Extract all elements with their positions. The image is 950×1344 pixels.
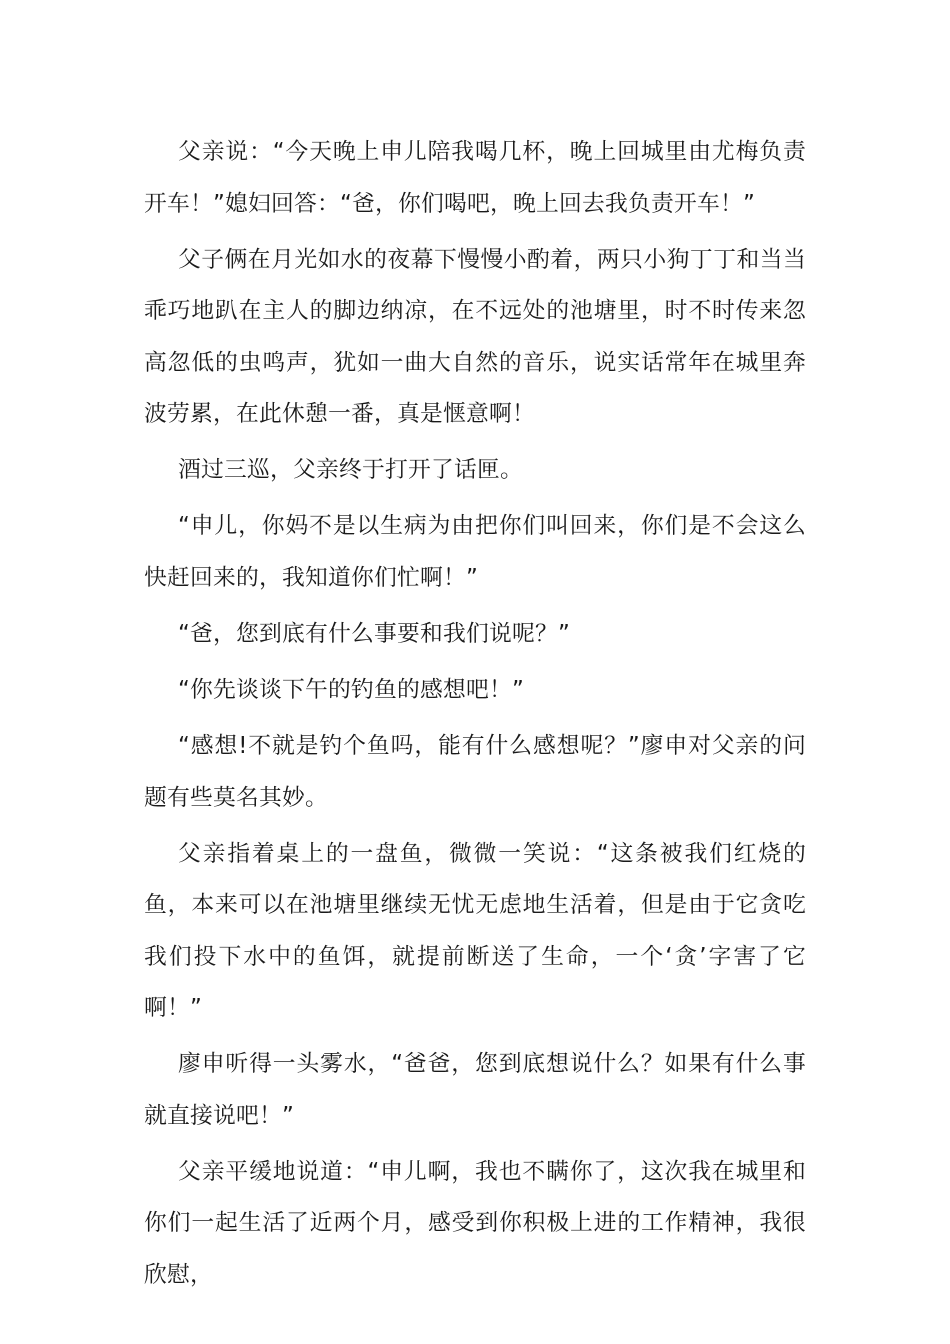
paragraph-10: 父亲平缓地说道：“申儿啊，我也不瞒你了，这次我在城里和你们一起生活了近两个月，感受到你积极上进的工作精神，我很欣慰， <box>144 1158 806 1288</box>
paragraph-3: 酒过三巡，父亲终于打开了话匣。 <box>178 457 523 484</box>
paragraph-5: “爸，您到底有什么事要和我们说呢？” <box>178 620 570 647</box>
paragraph-2: 父子俩在月光如水的夜幕下慢慢小酌着，两只小狗丁丁和当当乖巧地趴在主人的脚边纳凉，在不远处的池塘里，时不时传来忽高忽低的虫鸣声，犹如一曲大自然的音乐，说实话常年在城里奔波劳累，在此休憩一番，真是惬意啊！ <box>144 246 806 428</box>
paragraph-1: 父亲说：“今天晚上申儿陪我喝几杯，晚上回城里由尤梅负责开车！”媳妇回答：“爸，你们喝吧，晚上回去我负责开车！” <box>144 139 806 217</box>
paragraph-8: 父亲指着桌上的一盘鱼，微微一笑说：“这条被我们红烧的鱼，本来可以在池塘里继续无忧无虑地生活着，但是由于它贪吃我们投下水中的鱼饵，就提前断送了生命，一个‘贪’字害了它啊！” <box>144 840 806 1022</box>
paragraph-7: “感想!不就是钓个鱼吗，能有什么感想呢？”廖申对父亲的问题有些莫名其妙。 <box>144 733 806 811</box>
paragraph-6: “你先谈谈下午的钓鱼的感想吧！” <box>178 676 524 703</box>
paragraph-4: “申儿，你妈不是以生病为由把你们叫回来，你们是不会这么快赶回来的，我知道你们忙啊！” <box>144 513 806 591</box>
document-body <box>144 127 806 1306</box>
paragraph-9: 廖申听得一头雾水，“爸爸，您到底想说什么？如果有什么事就直接说吧！” <box>144 1051 806 1129</box>
